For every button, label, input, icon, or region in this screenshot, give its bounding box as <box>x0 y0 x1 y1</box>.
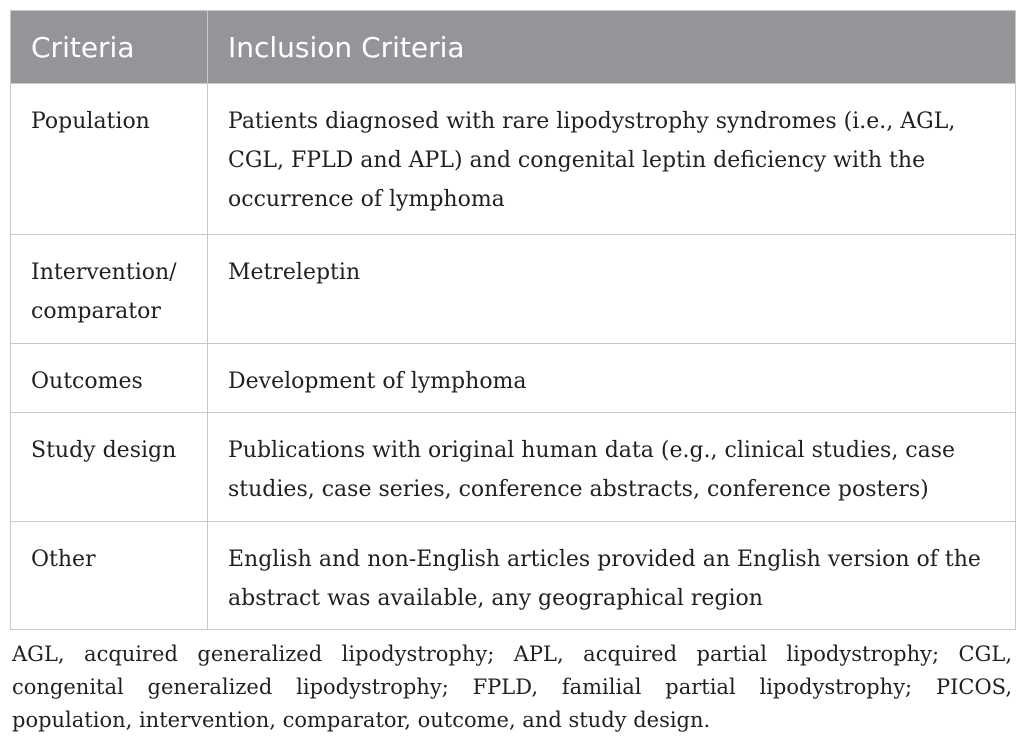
cell-inclusion: Development of lymphoma <box>208 344 1016 413</box>
table-row-intervention <box>11 235 1016 344</box>
table-footnote: AGL, acquired generalized lipodystrophy; APL, acquired partial lipodystrophy; CGL, congenital generalized lipodystrophy; FPLD, familial partial lipodystrophy; PICOS, population, intervention, comparator, outcome, and study design. <box>12 642 1012 732</box>
cell-inclusion: English and non-English articles provided an English version of the abstract was available, any geographical region <box>208 522 1016 630</box>
cell-inclusion: Publications with original human data (e.g., clinical studies, case studies, case series, conference abstracts, conference posters) <box>208 413 1016 522</box>
inclusion-criteria-table <box>10 10 1016 630</box>
table-header-row <box>11 11 1016 84</box>
cell-criteria: Intervention/ comparator <box>11 235 208 344</box>
cell-criteria: Outcomes <box>11 344 208 413</box>
table-row-outcomes <box>11 344 1016 413</box>
table-row-other <box>11 522 1016 630</box>
header-inclusion-criteria: Inclusion Criteria <box>208 11 1016 84</box>
inclusion-criteria-table-container <box>10 10 1015 630</box>
cell-criteria: Other <box>11 522 208 630</box>
cell-inclusion: Metreleptin <box>208 235 1016 344</box>
table-row-population <box>11 84 1016 235</box>
table-row-study-design <box>11 413 1016 522</box>
header-criteria: Criteria <box>11 11 208 84</box>
cell-criteria: Population <box>11 84 208 235</box>
cell-inclusion: Patients diagnosed with rare lipodystrophy syndromes (i.e., AGL, CGL, FPLD and APL) and congenital leptin deficiency with the occurrence of lymphoma <box>208 84 1016 235</box>
cell-criteria: Study design <box>11 413 208 522</box>
